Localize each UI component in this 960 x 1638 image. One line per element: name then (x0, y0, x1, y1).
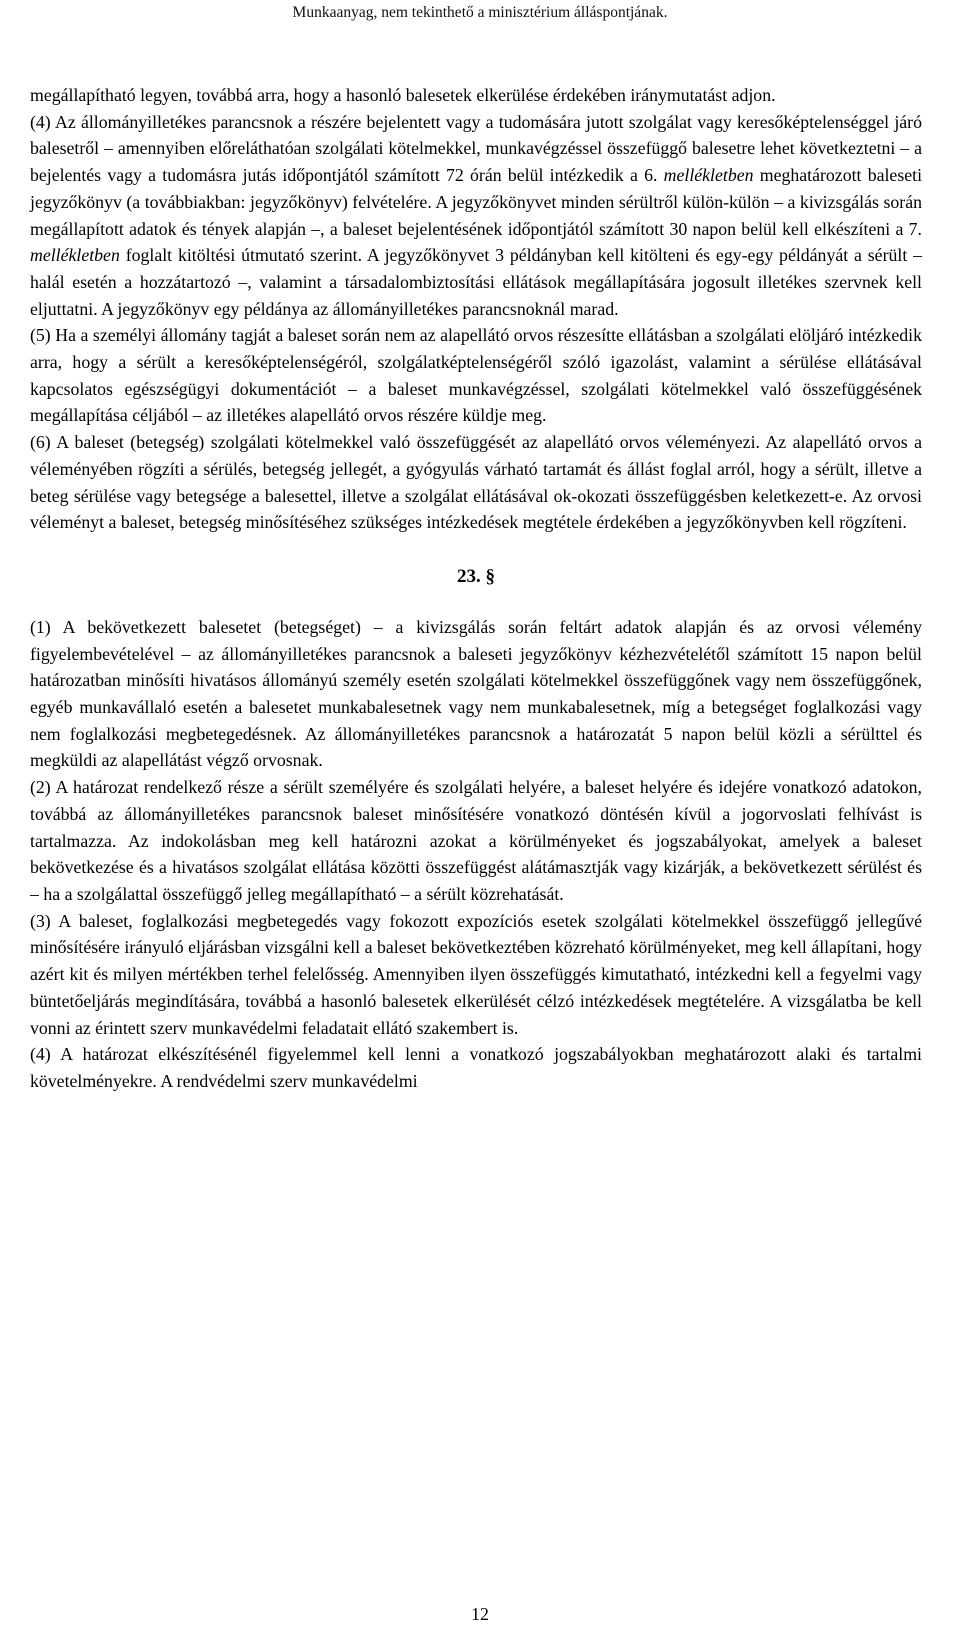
paragraph-text: foglalt kitöltési útmutató szerint. A jegyzőkönyvet 3 példányban kell kitölteni és egy-egy példányát a sérült – halál esetén a hozzátartozó –, valamint a társadalombiztosítási ellátások megállapítására jogosult illetékes szervnek kell eljuttatni. A jegyzőkönyv egy példánya az állományilletékes parancsnoknál marad. (30, 245, 922, 319)
paragraph: (1) A bekövetkezett balesetet (betegséget) – a kivizsgálás során feltárt adatok alapján és az orvosi vélemény figyelembevételével – az állományilletékes parancsnok a baleseti jegyzőkönyv kézhezvételétől számított 15 napon belül határozatban minősíti hivatásos állományú személy esetén szolgálati kötelmekkel összefüggőnek vagy nem összefüggőnek, egyéb munkavállaló esetén a balesetet munkabalesetnek vagy nem munkabalesetnek, míg a betegséget foglalkozási vagy nem foglalkozási megbetegedésnek. Az állományilletékes parancsnok a határozatát 5 napon belül közli a sérülttel és megküldi az alapellátást végző orvosnak. (30, 616, 922, 771)
page-number: 12 (471, 1604, 489, 1624)
paragraph: megállapítható legyen, továbbá arra, hogy a hasonló balesetek elkerülése érdekében iránymutatást adjon. (30, 85, 776, 105)
body-text (30, 82, 922, 1095)
paragraph: (5) Ha a személyi állomány tagját a baleset során nem az alapellátó orvos részesítte ellátásban a szolgálati elöljáró intézkedik arra, hogy a sérült a keresőképtelenségéról, szolgálatképtelenségéről szóló igazolást, valamint a sérülése ellátásával kapcsolatos egészségügyi dokumentációt – a baleset munkavégzéssel, szolgálati kötelmekkel való összefüggésének megállapítása céljából – az illetékes alapellátó orvos részére küldje meg. (30, 325, 922, 426)
paragraph-text: (4) Az állományilletékes parancsnok a részére bejelentett vagy a tudomására jutott szolgálat vagy keresőképtelenséggel járó balesetről – amennyiben előreláthatóan szolgálati kötelmekkel, munkavégzéssel összefüggő balesetre lehet következtetni – a bejelentés vagy a tudomásra jutás időpontjától számított 72 órán belül intézkedik a 6. (30, 111, 922, 186)
annex-reference: mellékletben (30, 245, 120, 266)
paragraph: (2) A határozat rendelkező része a sérült személyére és szolgálati helyére, a baleset helyére és idejére vonatkozó adatokon, továbbá az állományilletékes parancsnok baleset minősítésére vonatkozó döntésén kívül a jogorvoslati felhívást is tartalmazza. Az indokolásban meg kell határozni azokat a körülményeket és jogszabályokat, amelyek a baleset bekövetkezése és a hivatásos szolgálat ellátása közötti összefüggést alátámasztják vagy kizárják, a bekövetkezett sérülést és – ha a szolgálattal összefüggő jelleg megállapítható – a sérült közrehatását. (30, 777, 922, 904)
section-heading: 23. § (457, 565, 495, 587)
paragraph: (6) A baleset (betegség) szolgálati kötelmekkel való összefüggését az alapellátó orvos véleményezi. Az alapellátó orvos a véleményében rögzíti a sérülés, betegség jellegét, a gyógyulás várható tartamát és állást foglal arról, hogy a sérült, illetve a beteg sérülése vagy betegsége a balesettel, illetve a szolgálat ellátásával ok-okozati összefüggésben keletkezett-e. Az orvosi véleményt a baleset, betegség minősítéséhez szükséges intézkedések megtétele érdekében a jegyzőkönyvben kell rögzíteni. (30, 432, 922, 533)
running-header: Munkaanyag, nem tekinthető a minisztérium álláspontjának. (292, 4, 668, 21)
paragraph: (3) A baleset, foglalkozási megbetegedés vagy fokozott expozíciós esetek szolgálati kötelmekkel összefüggő jellegűvé minősítésére irányuló eljárásban vizsgálni kell a baleset bekövetkeztében közreható körülményeket, meg kell állapítani, hogy azért kit és milyen mértékben terhel felelősség. Amennyiben ilyen összefüggés kimutatható, intézkedni kell a fegyelmi vagy büntetőeljárás megindítására, továbbá a hasonló balesetek elkerülését célzó intézkedések megtételére. A vizsgálatba be kell vonni az érintett szerv munkavédelmi feladatait ellátó szakembert is. (30, 910, 922, 1038)
paragraph: (4) A határozat elkészítésénél figyelemmel kell lenni a vonatkozó jogszabályokban meghatározott alaki és tartalmi követelményekre. A rendvédelmi szerv munkavédelmi (30, 1044, 922, 1091)
paragraph-text: meghatározott baleseti jegyzőkönyv (a továbbiakban: jegyzőkönyv) felvételére. A jegyzőkönyvet minden sérültről külön-külön – a kivizsgálás során megállapított adatok és tények alapján –, a baleset bejelentésének időpontjától számított 30 napon belül kell elkészíteni a 7. (30, 165, 923, 239)
annex-reference: mellékletben (663, 165, 754, 186)
paragraph (30, 109, 922, 323)
